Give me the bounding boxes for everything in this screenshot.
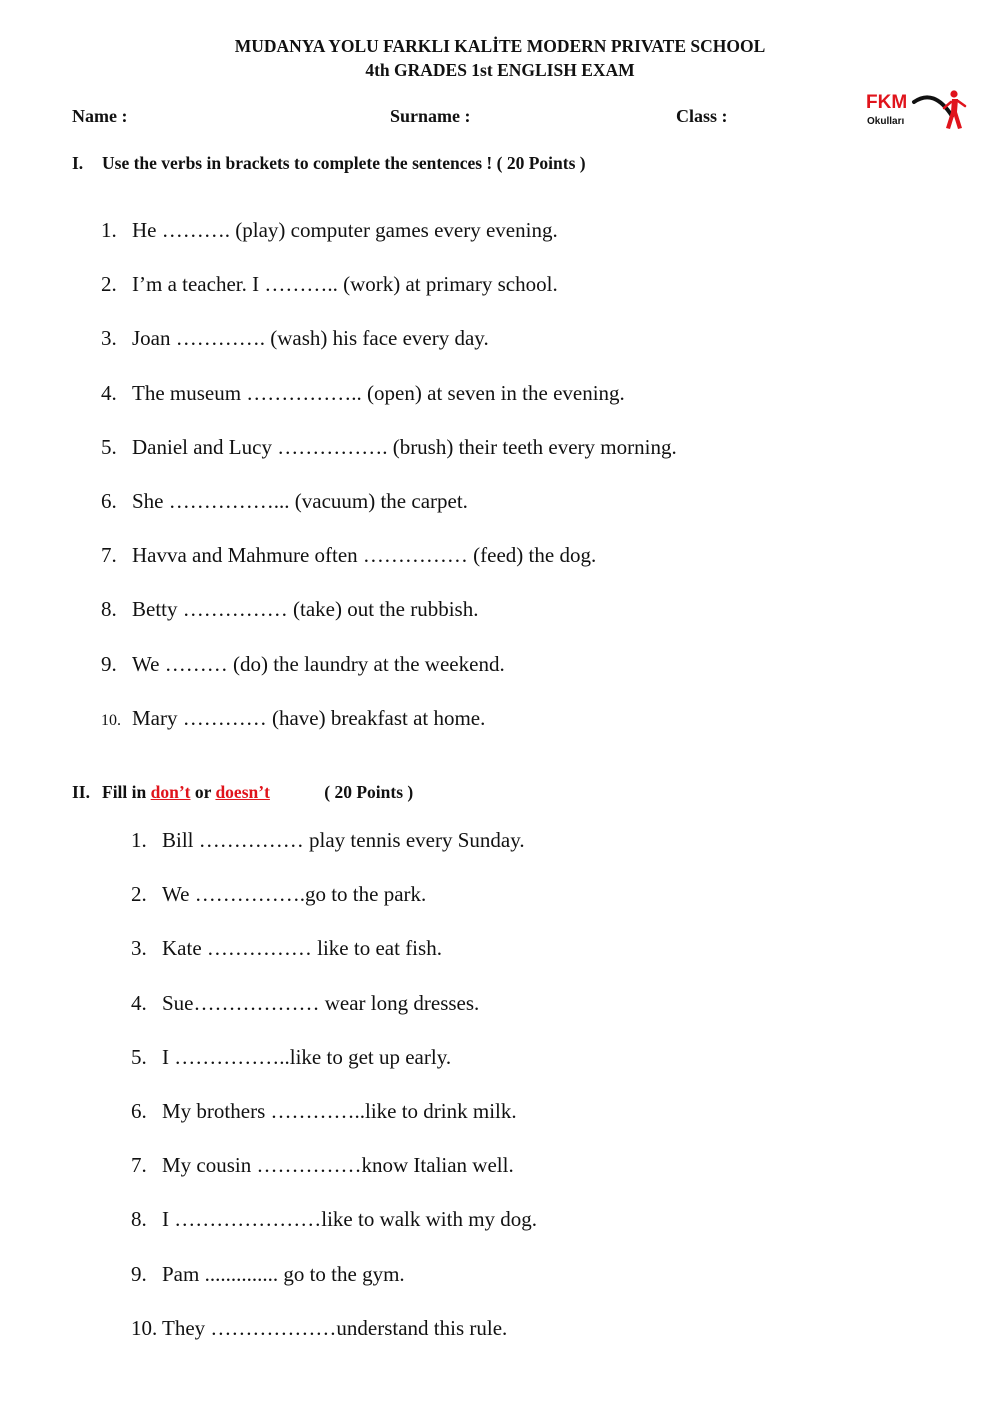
question-text: Pam .............. go to the gym. [162,1261,405,1286]
question-number: 10. [131,1315,158,1340]
question-item [131,1316,507,1341]
exam-title: 4th GRADES 1st ENGLISH EXAM [365,60,635,80]
question-item [131,1262,405,1287]
question-text: The museum …………….. (open) at seven in the evening. [132,380,625,405]
question-item [101,543,596,568]
section-1-number: I. [72,153,84,173]
question-number: 2. [131,882,147,907]
question-text: I’m a teacher. I ……….. (work) at primary school. [132,272,558,297]
question-text: Sue……………… wear long dresses. [162,990,480,1015]
question-text: Kate …………… like to eat fish. [162,936,442,961]
question-text: I ……………..like to get up early. [162,1044,452,1069]
school-title: MUDANYA YOLU FARKLI KALİTE MODERN PRIVATE SCHOOL [234,36,766,56]
question-text: She ……………... (vacuum) the carpet. [132,489,468,513]
question-number: 7. [101,543,117,568]
question-item [101,326,489,351]
question-text: Daniel and Lucy ……………. (brush) their teeth every morning. [132,434,677,459]
question-text: Joan …………. (wash) his face every day. [132,326,489,351]
question-number: 8. [131,1207,147,1232]
question-number: 6. [101,489,117,513]
question-text: Mary ………… (have) breakfast at home. [132,705,486,730]
question-item [131,991,479,1016]
section-2-or: or [194,782,212,802]
question-number: 3. [101,326,117,351]
question-text: They ………………understand this rule. [162,1315,508,1340]
section-2-points: ( 20 Points ) [324,782,414,802]
question-item [101,218,558,243]
question-item [101,706,485,731]
question-item [131,1045,451,1070]
question-number: 5. [131,1044,147,1069]
section-1-title [72,153,586,174]
question-number: 1. [131,828,147,852]
question-item [101,652,505,677]
question-number: 4. [131,990,147,1015]
question-number: 8. [101,597,117,622]
section-2-prefix: Fill in [102,782,147,802]
question-number: 7. [131,1153,147,1178]
question-text: My cousin ……………know Italian well. [162,1153,514,1178]
section-2-title [72,782,413,803]
name-label: Name : [72,106,128,126]
question-text: Havva and Mahmure often …………… (feed) the dog. [132,543,597,568]
question-item [131,1099,517,1124]
question-number: 9. [101,651,117,676]
question-number: 9. [131,1261,147,1286]
class-label: Class : [676,106,728,126]
logo-brand-text: FKM [866,92,908,113]
question-text: I …………………like to walk with my dog. [162,1207,538,1232]
question-item [131,936,442,961]
section-2-number: II. [72,782,90,802]
question-number: 10. [101,711,121,729]
question-number: 5. [101,434,117,459]
question-number: 1. [101,218,117,242]
question-text: He ………. (play) computer games every evening. [132,218,558,242]
question-item [101,597,478,622]
question-number: 4. [101,380,117,405]
keyword-dont: don’t [150,782,191,802]
question-text: Bill …………… play tennis every Sunday. [162,828,525,852]
question-item [101,381,625,406]
question-item [101,272,558,297]
section-1-instruction: Use the verbs in brackets to complete the sentences ! ( 20 Points ) [102,153,586,173]
question-item [101,489,468,514]
question-item [131,1153,514,1178]
question-item [131,882,426,907]
question-number: 3. [131,936,147,961]
question-number: 2. [101,272,117,297]
question-text: Betty …………… (take) out the rubbish. [132,597,479,622]
question-text: We ……… (do) the laundry at the weekend. [132,651,505,676]
question-text: My brothers …………..like to drink milk. [162,1099,517,1123]
logo-sub-text: Okulları [867,116,905,127]
school-logo [864,88,970,136]
keyword-doesnt: doesn’t [215,782,270,802]
surname-label: Surname : [390,106,471,126]
question-number: 6. [131,1099,147,1123]
question-text: We …………….go to the park. [162,882,427,907]
question-item [131,828,525,853]
question-item [131,1207,537,1232]
question-item [101,435,677,460]
